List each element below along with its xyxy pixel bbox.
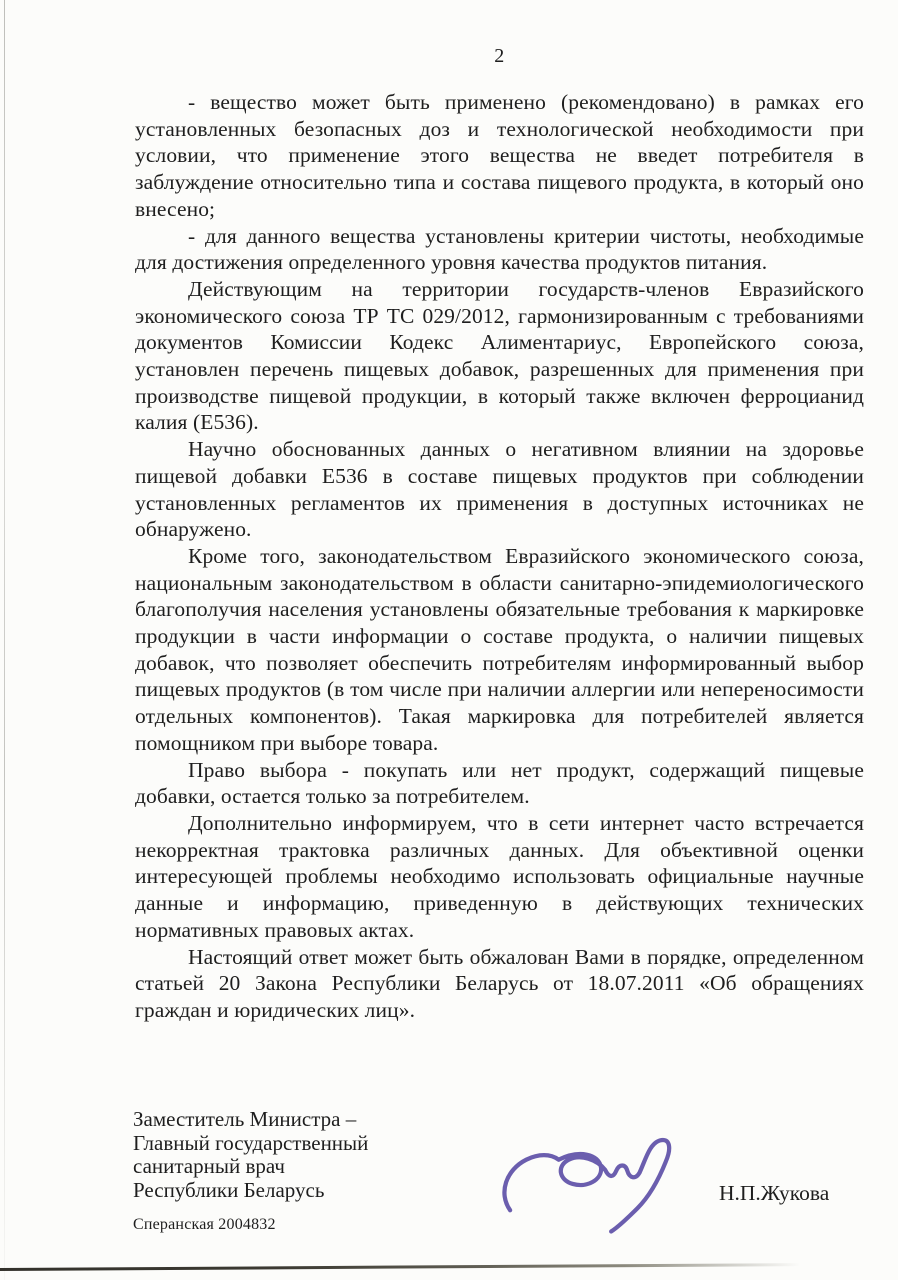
executor-note: Сперанская 2004832	[133, 1216, 276, 1233]
scan-edge-left	[4, 0, 5, 1280]
scan-edge-bottom	[0, 1263, 800, 1271]
signer-position-line: санитарный врач	[133, 1154, 285, 1178]
signer-position-line: Республики Беларусь	[133, 1177, 325, 1202]
letter-body	[135, 89, 864, 1024]
signer-position-line: Главный государственный	[133, 1130, 369, 1155]
paragraph-purity-criteria: - для данного вещества установлены критерии чистоты, необходимые для достижения определенного уровня качества продуктов питания.	[135, 223, 864, 275]
paragraph-consumer-choice: Право выбора - покупать или нет продукт, содержащий пищевые добавки, остается только за потребителем.	[135, 757, 864, 809]
signoff-block	[133, 1108, 368, 1234]
paragraph-e536-no-negative-data: Научно обоснованных данных о негативном влиянии на здоровье пищевой добавки Е536 в составе пищевых продуктов при соблюдении установленных регламентов их применения в доступных источниках не обнаружено.	[135, 437, 864, 542]
signer-name: Н.П.Жукова	[719, 1181, 830, 1205]
paragraph-appeal-procedure: Настоящий ответ может быть обжалован Вами в порядке, определенном статьей 20 Закона Республики Беларусь от 18.07.2011 «Об обращениях граждан и юридических лиц».	[135, 944, 864, 1022]
paragraph-substance-use-conditions: - вещество может быть применено (рекомендовано) в рамках его установленных безопасных доз и технологической необходимости при условии, что применение этого вещества не введет потребителя в заблуждение относительно типа и состава пищевого продукта, в который оно внесено;	[135, 90, 864, 221]
page-number: 2	[494, 45, 505, 67]
paragraph-tr-ts-029-2012: Действующим на территории государств-членов Евразийского экономического союза ТР ТС 029/2012, гармонизированным с требованиями документов Комиссии Кодекс Алиментариус, Европейского союза, установлен перечень пищевых добавок, разрешенных для применения при производстве пищевой продукции, в который также включен ферроцианид калия (Е536).	[135, 276, 864, 435]
paragraph-labeling-requirements: Кроме того, законодательством Евразийского экономического союза, национальным законодательством в области санитарно-эпидемиологического благополучия населения установлены обязательные требования к маркировке продукции в части информации о составе продукта, о наличии пищевых добавок, что позволяет обеспечить потребителям информированный выбор пищевых продуктов (в том числе при наличии аллергии или непереносимости отдельных компонентов). Такая маркировка для потребителей является помощником при выборе товара.	[135, 543, 864, 755]
paragraph-internet-data-warning: Дополнительно информируем, что в сети интернет часто встречается некорректная трактовка различных данных. Для объективной оценки интересующей проблемы необходимо использовать официальные научные данные и информацию, приведенную в действующих технических нормативных правовых актах.	[135, 810, 864, 942]
handwritten-signature-icon	[498, 1136, 690, 1240]
signer-position-line: Заместитель Министра –	[133, 1107, 357, 1131]
